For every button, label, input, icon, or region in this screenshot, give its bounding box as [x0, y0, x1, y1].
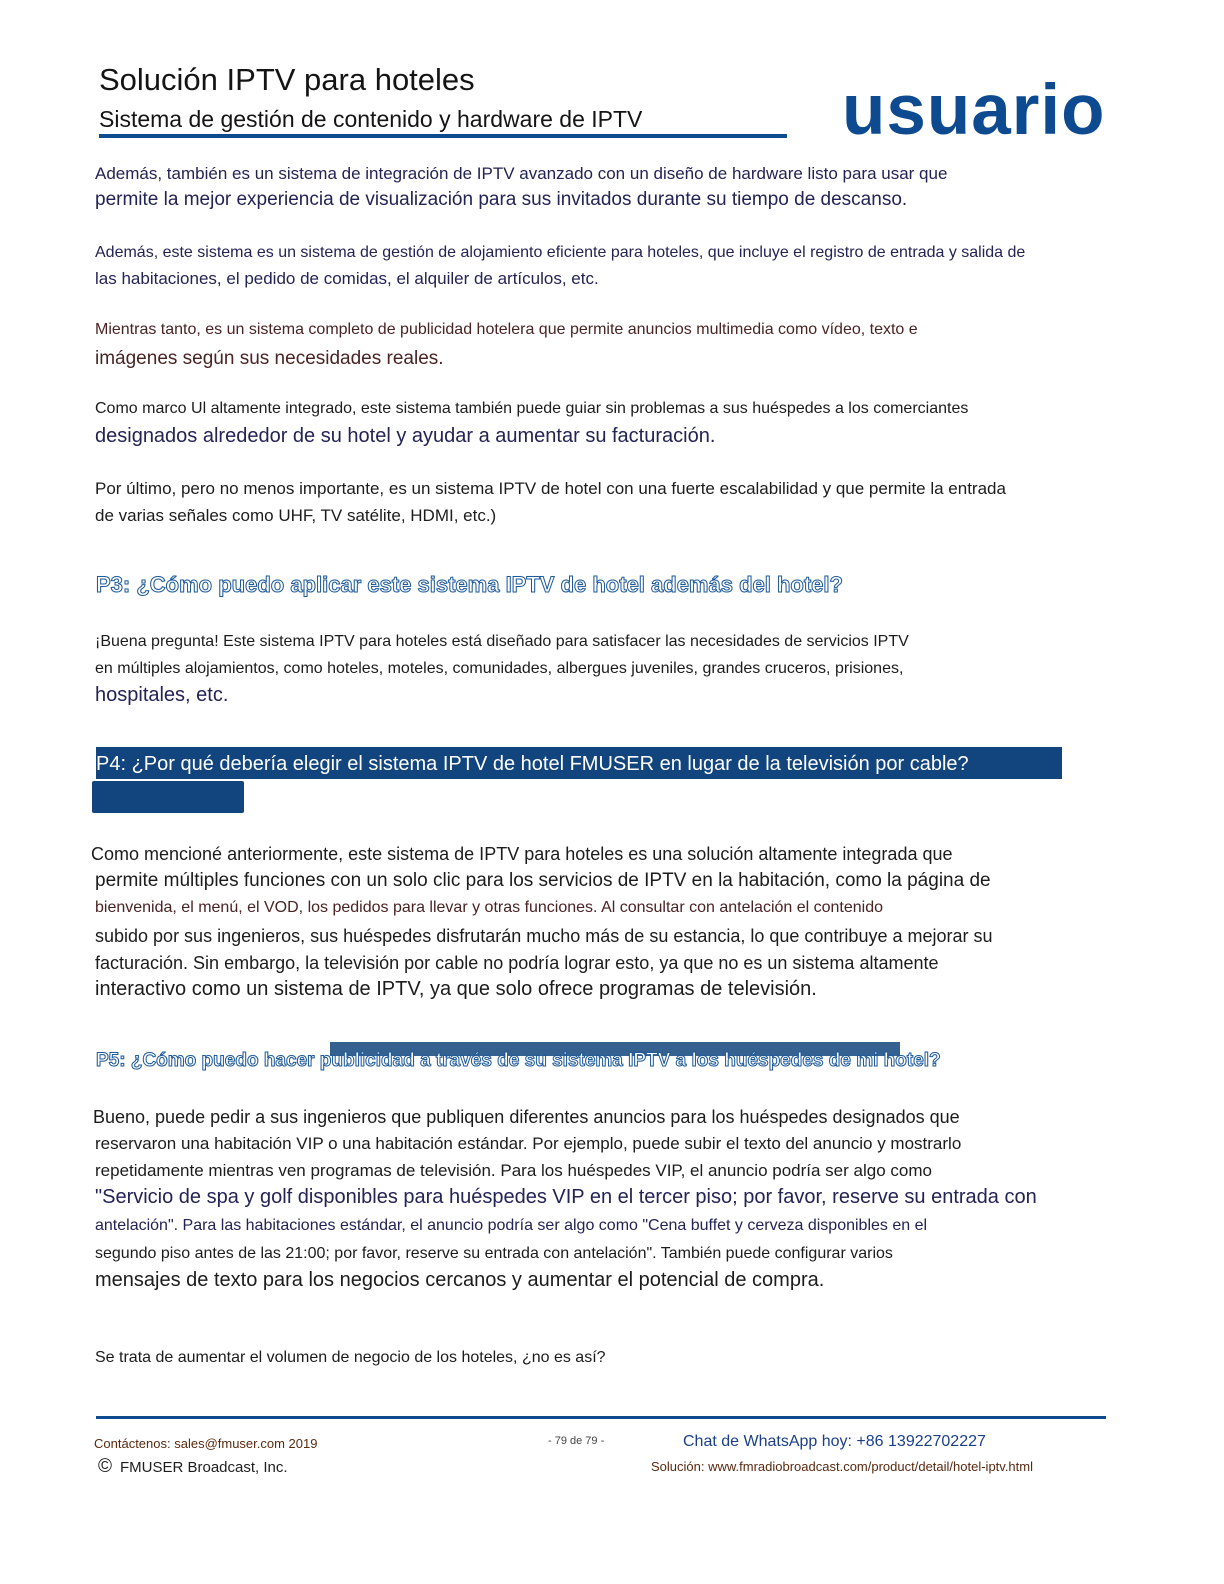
footer-rule — [96, 1416, 1106, 1419]
q3-line-3: hospitales, etc. — [95, 684, 229, 706]
q4-line-5: facturación. Sin embargo, la televisión por cable no podría lograr esto, ya que no es un sistema altamente — [95, 953, 939, 973]
title-underline — [99, 134, 787, 138]
q4-heading: P4: ¿Por qué debería elegir el sistema IPTV de hotel FMUSER en lugar de la televisión por cable? — [96, 753, 969, 775]
q5-line-3: repetidamente mientras ven programas de televisión. Para los huéspedes VIP, el anuncio podría ser algo como — [95, 1161, 932, 1180]
q3-heading: P3: ¿Cómo puedo aplicar este sistema IPTV de hotel además del hotel? — [96, 572, 843, 597]
page-number: - 79 de 79 - — [548, 1435, 605, 1447]
copyright-icon: © — [98, 1456, 112, 1477]
q5-line-5: antelación". Para las habitaciones estándar, el anuncio podría ser algo como "Cena buffet y cerveza disponibles en el — [95, 1217, 928, 1234]
footer-solution-link[interactable]: Solución: www.fmradiobroadcast.com/product/detail/hotel-iptv.html — [651, 1459, 1033, 1474]
footer-whatsapp: Chat de WhatsApp hoy: +86 13922702227 — [683, 1433, 986, 1450]
paragraph-5-line-1: Por último, pero no menos importante, es un sistema IPTV de hotel con una fuerte escalabilidad y que permite la entrada — [95, 479, 1006, 498]
q4-heading-band-tail — [92, 781, 244, 813]
q5-heading: P5: ¿Cómo puedo hacer publicidad a través de su sistema IPTV a los huéspedes de mi hotel? — [96, 1050, 941, 1071]
q5-line-4: "Servicio de spa y golf disponibles para huéspedes VIP en el tercer piso; por favor, reserve su entrada con — [95, 1186, 1037, 1208]
q4-line-3: bienvenida, el menú, el VOD, los pedidos para llevar y otras funciones. Al consultar con antelación el contenido — [95, 899, 884, 916]
q4-line-6: interactivo como un sistema de IPTV, ya que solo ofrece programas de televisión. — [95, 978, 817, 1000]
footer-contact: Contáctenos: sales@fmuser.com 2019 — [94, 1436, 318, 1451]
paragraph-1-line-1: Además, también es un sistema de integración de IPTV avanzado con un diseño de hardware listo para usar que — [95, 164, 948, 183]
q3-line-1: ¡Buena pregunta! Este sistema IPTV para hoteles está diseñado para satisfacer las necesidades de servicios IPTV — [95, 633, 909, 650]
q5-line-7: mensajes de texto para los negocios cercanos y aumentar el potencial de compra. — [95, 1269, 825, 1291]
q3-line-2: en múltiples alojamientos, como hoteles, moteles, comunidades, albergues juveniles, grandes cruceros, prisiones, — [95, 660, 904, 677]
paragraph-3-line-1: Mientras tanto, es un sistema completo de publicidad hotelera que permite anuncios multimedia como vídeo, texto e — [95, 321, 918, 338]
closing-line: Se trata de aumentar el volumen de negocio de los hoteles, ¿no es así? — [95, 1349, 606, 1366]
paragraph-1-line-2: permite la mejor experiencia de visualización para sus invitados durante su tiempo de descanso. — [95, 189, 908, 210]
paragraph-3-line-2: imágenes según sus necesidades reales. — [95, 348, 444, 369]
paragraph-2-line-2: las habitaciones, el pedido de comidas, el alquiler de artículos, etc. — [95, 269, 599, 288]
q4-line-2: permite múltiples funciones con un solo clic para los servicios de IPTV en la habitación, como la página de — [95, 870, 991, 891]
q4-line-4: subido por sus ingenieros, sus huéspedes disfrutarán mucho más de su estancia, lo que contribuye a mejorar su — [95, 926, 993, 946]
logo: usuario — [842, 71, 1106, 150]
q5-line-6: segundo piso antes de las 21:00; por favor, reserve su entrada con antelación". También puede configurar varios — [95, 1245, 893, 1262]
q5-line-1: Bueno, puede pedir a sus ingenieros que publiquen diferentes anuncios para los huéspedes designados que — [93, 1107, 960, 1127]
paragraph-4-line-2: designados alrededor de su hotel y ayudar a aumentar su facturación. — [95, 425, 716, 447]
q5-line-2: reservaron una habitación VIP o una habitación estándar. Por ejemplo, puede subir el texto del anuncio y mostrarlo — [95, 1134, 962, 1153]
q4-line-1: Como mencioné anteriormente, este sistema de IPTV para hoteles es una solución altamente integrada que — [91, 844, 953, 864]
page-subtitle: Sistema de gestión de contenido y hardware de IPTV — [99, 106, 643, 132]
paragraph-2-line-1: Además, este sistema es un sistema de gestión de alojamiento eficiente para hoteles, que incluye el registro de entrada y salida de — [95, 244, 1026, 261]
paragraph-4-line-1: Como marco Ul altamente integrado, este sistema también puede guiar sin problemas a sus huéspedes a los comerciantes — [95, 400, 969, 417]
footer-company: FMUSER Broadcast, Inc. — [120, 1459, 288, 1476]
page-title: Solución IPTV para hoteles — [99, 62, 475, 97]
paragraph-5-line-2: de varias señales como UHF, TV satélite, HDMI, etc.) — [95, 506, 497, 525]
